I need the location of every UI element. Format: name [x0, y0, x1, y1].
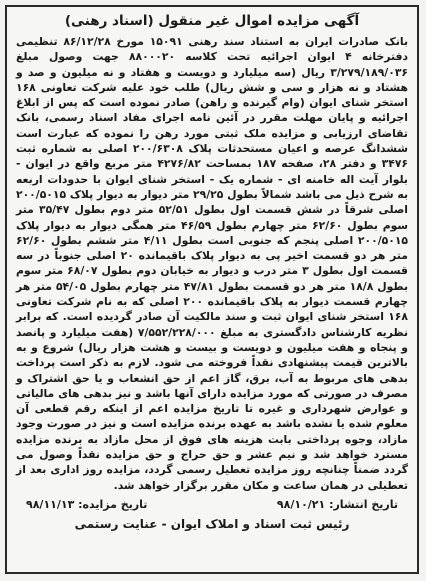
publish-date: تاریخ انتشار: ۹۸/۱۰/۲۱: [276, 497, 398, 511]
notice-body-text: بانک صادرات ایران به استناد سند رهنی ۱۵۰۹۱ مورخ ۸۶/۱۲/۲۸ تنظیمی دفترخانه ۴ ایوان اجرائیه تحت کلاسه ۸۸۰۰۰۲۰ جهت وصول مبلغ ۳/۲۷۹/۱۸۹/۰۳۶ ریال (سه میلیارد و دویست و هفتاد و نه میلیون و صد و هشتاد و نه هزار و سی و شش ریال) طلب خود علیه شرکت تعاونی ۱۶۸ استخر شنای ایوان (وام گیرنده و راهن) صادر نموده است که پس از ابلاغ اجرائیه و پایان مهلت مقرر در آئین نامه اجرای مفاد اسناد رسمی، بانک تقاضای ارزیابی و مزایده ملک ثبتی مورد رهن را نموده که عبارت است ششدانگ عرصه و اعیان مستحدثات پلاک ۲۰۰/۶۳۰۸ اصلی به شماره ثبت ۳۴۷۶ و دفتر ۲۸، صفحه ۱۸۷ بمساحت ۴۲۷۶/۸۲ متر مربع واقع در ایوان - بلوار آیت اله خامنه ای - شماره یک - استخر شنای ایوان با حدودات اربعه به شرح ذیل می باشد شمالاً بطول ۲۹/۲۵ متر دیوار به دیوار پلاک ۲۰۰/۵۰۱۵ اصلی شرقاً در شش قسمت اول بطول ۵۲/۵۱ متر دوم بطول ۳۵/۴۷ متر سوم بطول ۶۲/۶۰ متر چهارم بطول ۴۶/۵۹ متر همگی دیوار به دیوار پلاک ۲۰۰/۵۰۱۵ اصلی پنجم که جنوبی است بطول ۴/۱۱ متر ششم بطول ۶۲/۶۰ متر هر دو قسمت اخیر پی به دیوار پلاک باقیمانده ۲۰ اصلی جنوباً در سه قسمت اول بطول ۳ متر درب و دیوار به خیابان دوم بطول ۶۸/۰۷ متر سوم بطول ۱۸/۸ متر هر دو قسمت بطول ۴۷/۸۱ متر چهارم بطول ۵۴/۰۵ متر هر چهارم قسمت دیوار به پلاک باقیمانده ۲۰۰ اصلی که به نام شرکت تعاونی ۱۶۸ استخر شنای ایوان ثبت و سند مالکیت آن صادر گردیده است. که برابر نظریه کارشناس دادگستری به مبلغ ۷/۵۵۲/۲۲۸/۰۰۰ (هفت میلیارد و پانصد و پنجاه و هفت میلیون و دویست و بیست و هشت هزار ریال) شروع و به بالاترین قیمت پیشنهادی نقداً فروخته می شود. لازم به ذکر است پرداخت بدهی های مربوط به آب، برق، گاز اعم از حق انشعاب و یا حق اشتراک و مصرف در صورتی که مورد مزایده دارای آنها باشد و نیز بدهی های مالیاتی و عوارض شهرداری و غیره تا تاریخ مزایده اعم از اینکه رقم قطعی آن معلوم شده یا نشده باشد به عهده برنده مزایده است و نیز در صورت وجود مازاد، وجوه پرداختی بابت هزینه های فوق از محل مازاد به برنده مزایده مسترد خواهد شد و نیم عشر و حق حراج و حق مزایده نقداً وصول می گردد ضمناً چنانچه روز مزایده تعطیل رسمی گردد، مزایده روز اداری بعد از تعطیلی در همان ساعت و مکان مقرر برگزار خواهد شد.: [16, 35, 409, 492]
notice-title: آگهی مزایده اموال غیر منقول (اسناد رهنی): [64, 13, 360, 29]
notice-body: [16, 34, 408, 493]
notice-dates: [16, 497, 408, 513]
auction-notice: [5, 5, 419, 574]
signature-line: رئیس ثبت اسناد و املاک ایوان - عنایت رستمی: [74, 516, 350, 531]
auction-date: تاریخ مزایده: ۹۸/۱۱/۱۳: [26, 497, 148, 511]
